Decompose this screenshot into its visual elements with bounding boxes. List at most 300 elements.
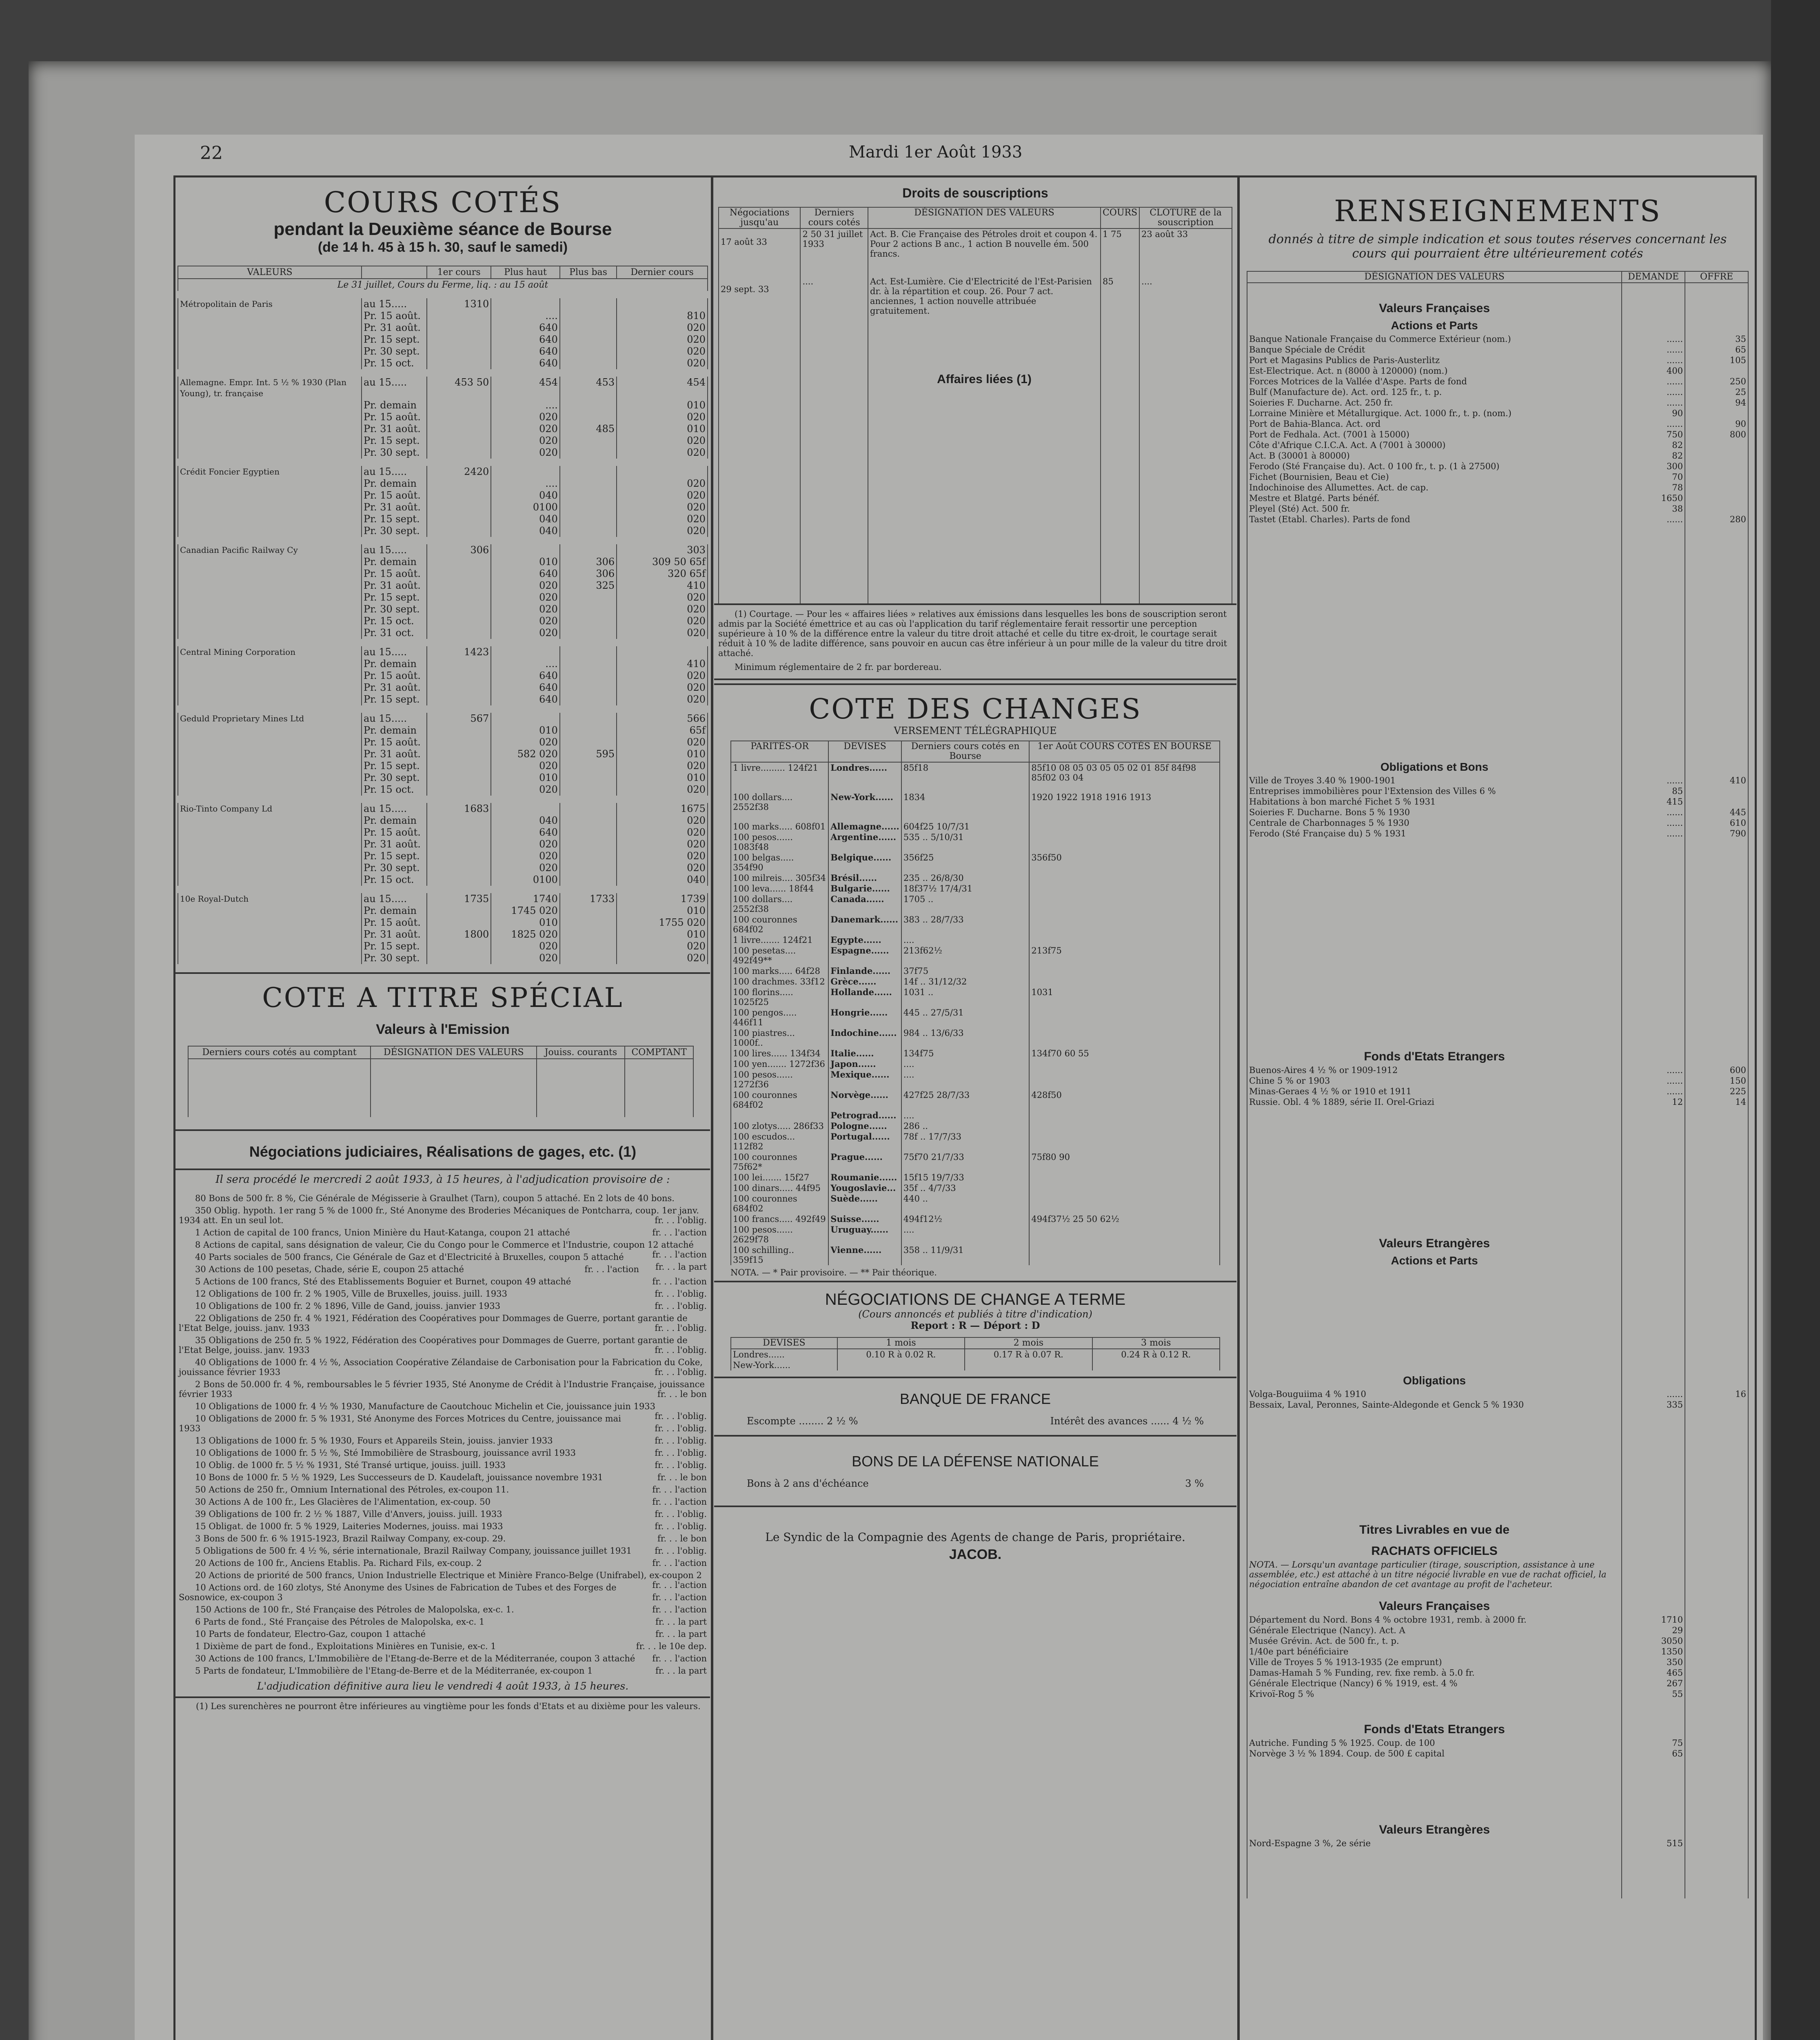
plus-haut: 640 — [491, 322, 560, 334]
item-price: fr. . . l'action — [652, 1485, 707, 1495]
section-row — [1247, 1252, 1748, 1269]
valeur-name — [178, 929, 362, 940]
table-row — [178, 501, 708, 513]
change-par: 100 marks..... 64f28 — [731, 966, 828, 976]
dernier-cours: 020 — [617, 411, 708, 423]
table-row — [178, 513, 708, 525]
change-cur: 356f50 — [1029, 852, 1220, 873]
negociations-list — [179, 1193, 707, 1676]
item-text: 10 Obligations de 1000 fr. 4 ½ % 1930, Manufacture de Caoutchouc Michelin et Cie, jouissance juin 1933 — [195, 1401, 656, 1411]
column-divider — [711, 177, 713, 2040]
premier-cours — [427, 346, 491, 357]
table-row — [719, 228, 1232, 259]
change-par: 100 dollars.... 2552f38 — [731, 792, 828, 812]
change-cur — [1029, 935, 1220, 945]
item-text: 10 Oblig. de 1000 fr. 5 ½ % 1931, Sté Transé urtique, jouiss. juill. 1933 — [195, 1460, 506, 1470]
change-dev: Portugal...... — [828, 1131, 901, 1152]
change-cur — [1029, 1193, 1220, 1214]
premier-cours — [427, 580, 491, 592]
change-dev: Vienne...... — [828, 1245, 901, 1265]
table-row — [731, 1007, 1220, 1028]
droits-cloture: 23 août 33 — [1139, 228, 1232, 259]
change-dev: Pologne...... — [828, 1121, 901, 1131]
table-row — [178, 568, 708, 580]
negociation-item — [179, 1401, 707, 1421]
escompte-value: 2 ½ % — [827, 1415, 858, 1427]
table-row — [178, 295, 708, 310]
table-row — [178, 760, 708, 772]
premier-cours — [427, 940, 491, 952]
term: au 15..... — [362, 295, 427, 310]
plus-haut: 640 — [491, 346, 560, 357]
item-text: 20 Actions de 100 fr., Anciens Etablis. Pa. Richard Fils, ex-coup. 2 — [195, 1558, 482, 1568]
change-cur: 134f70 60 55 — [1029, 1048, 1220, 1059]
spacer-row — [719, 259, 1232, 276]
plus-haut — [491, 799, 560, 815]
table-row — [1247, 1748, 1748, 1759]
change-last: 358 .. 11/9/31 — [901, 1245, 1029, 1265]
plus-bas: 306 — [560, 556, 617, 568]
table-row — [178, 541, 708, 556]
demande: 29 — [1622, 1625, 1685, 1636]
demande: 82 — [1622, 450, 1685, 461]
table-row — [178, 748, 708, 760]
valeur-name: Habitations à bon marché Fichet 5 % 1931 — [1247, 796, 1622, 807]
plus-haut: 640 — [491, 568, 560, 580]
valeur-name: Act. B (30001 à 80000) — [1247, 450, 1622, 461]
table-row — [731, 935, 1220, 945]
terme-table — [730, 1337, 1220, 1370]
section-row — [1247, 1368, 1748, 1389]
negociation-item — [179, 1289, 707, 1299]
terme-m2 — [965, 1360, 1092, 1370]
table-row — [1247, 775, 1748, 786]
banque-title: BANQUE DE FRANCE — [899, 1390, 1051, 1407]
change-cur: 75f80 90 — [1029, 1152, 1220, 1172]
dernier-cours: 810 — [617, 310, 708, 322]
table-row — [1247, 1614, 1748, 1625]
item-text: 39 Obligations de 100 fr. 2 ½ % 1887, Ville d'Anvers, jouiss. juill. 1933 — [195, 1509, 502, 1519]
dernier-cours: 020 — [617, 940, 708, 952]
premier-cours — [427, 862, 491, 874]
empty-cell — [1685, 1817, 1748, 1838]
valeur-name — [178, 784, 362, 799]
table-row — [731, 812, 1220, 821]
plus-bas — [560, 917, 617, 929]
dernier-cours: 020 — [617, 952, 708, 964]
table-row — [731, 821, 1220, 832]
plus-bas — [560, 541, 617, 556]
empty-cell — [1622, 1597, 1685, 1614]
item-price: fr. . . la part — [655, 1666, 707, 1676]
change-dev — [828, 783, 901, 792]
dernier-cours: 020 — [617, 478, 708, 490]
item-price: fr. . . l'oblig. — [655, 1546, 707, 1556]
plus-haut — [491, 541, 560, 556]
valeur-name: Soieries F. Ducharne. Act. 250 fr. — [1247, 397, 1622, 408]
section-heading: Valeurs Etrangères — [1247, 1231, 1622, 1252]
column-header: Dernier cours — [617, 266, 708, 279]
offre — [1685, 472, 1748, 482]
table-row — [1247, 419, 1748, 429]
item-price: fr. . . l'oblig. — [655, 1436, 707, 1446]
offre — [1685, 796, 1748, 807]
empty-cell — [1685, 1716, 1748, 1738]
change-dev: Indochine...... — [828, 1028, 901, 1048]
change-last: 356f25 — [901, 852, 1029, 873]
premier-cours — [427, 447, 491, 462]
valeur-name: Mestre et Blatgé. Parts bénéf. — [1247, 493, 1622, 503]
valeur-name — [178, 658, 362, 670]
offre: 65 — [1685, 344, 1748, 355]
valeur-name — [178, 334, 362, 346]
section-row — [1247, 283, 1748, 317]
table-row — [178, 627, 708, 643]
plus-haut: 020 — [491, 411, 560, 423]
change-par: 100 escudos... 112f82 — [731, 1131, 828, 1152]
change-last: .... — [901, 1224, 1029, 1245]
table-row — [731, 1193, 1220, 1214]
term: Pr. 15 oct. — [362, 784, 427, 799]
table-row — [731, 1028, 1220, 1048]
table-row — [731, 1172, 1220, 1183]
demande: 1710 — [1622, 1614, 1685, 1625]
table-row — [731, 873, 1220, 883]
dernier-cours: 020 — [617, 694, 708, 709]
dernier-cours: 410 — [617, 658, 708, 670]
offre: 35 — [1685, 334, 1748, 344]
change-dev: Norvège...... — [828, 1090, 901, 1110]
item-price: fr. . . l'oblig. — [655, 1448, 707, 1458]
item-price: fr. . . l'action — [652, 1228, 707, 1237]
empty-cell — [1685, 754, 1748, 775]
demande: 3050 — [1622, 1636, 1685, 1646]
plus-bas — [560, 435, 617, 447]
section-row — [1247, 317, 1748, 334]
section-heading: Valeurs Etrangères — [1247, 1817, 1622, 1838]
table-row — [731, 852, 1220, 873]
table-row — [178, 346, 708, 357]
offre: 90 — [1685, 419, 1748, 429]
dernier-cours: 010 — [617, 929, 708, 940]
change-dev: Uruguay...... — [828, 1224, 901, 1245]
table-row — [178, 592, 708, 603]
valeur-name — [178, 411, 362, 423]
table-row — [178, 478, 708, 490]
change-last: 35f .. 4/7/33 — [901, 1183, 1029, 1193]
negociation-item — [179, 1617, 707, 1627]
change-dev: Londres...... — [828, 762, 901, 783]
premier-cours — [427, 838, 491, 850]
demande: 267 — [1622, 1678, 1685, 1689]
table-row — [178, 682, 708, 694]
valeur-name — [178, 580, 362, 592]
table-row — [1247, 1625, 1748, 1636]
item-text: 12 Obligations de 100 fr. 2 % 1905, Ville de Bruxelles, jouiss. juill. 1933 — [195, 1289, 507, 1299]
change-dev: New-York...... — [828, 792, 901, 812]
change-par: 100 marks..... 608f01 — [731, 821, 828, 832]
terme-title: NÉGOCIATIONS DE CHANGE A TERME — [825, 1291, 1126, 1308]
change-cur — [1029, 1069, 1220, 1090]
change-cur — [1029, 1183, 1220, 1193]
table-row — [731, 1131, 1220, 1152]
premier-cours — [427, 568, 491, 580]
item-text: 10 Actions ord. de 160 zlotys, Sté Anonyme des Usines de Fabrication de Tubes et des Forges de Sosnowice, ex-coupon 3 — [179, 1583, 617, 1602]
negociation-item — [179, 1629, 707, 1639]
item-price: fr. . . l'oblig. — [655, 1424, 707, 1433]
valeur-name — [178, 568, 362, 580]
table-row — [1247, 429, 1748, 440]
valeur-name — [178, 399, 362, 411]
negociation-item — [179, 1379, 707, 1399]
plus-bas — [560, 501, 617, 513]
change-last: .... — [901, 1069, 1029, 1090]
valeur-name: Nord-Espagne 3 %, 2e série — [1247, 1838, 1622, 1849]
droits-date: 29 sept. 33 — [719, 276, 800, 316]
change-dev: Belgique...... — [828, 852, 901, 873]
item-text: 10 Parts de fondateur, Electro-Gaz, coupon 1 attaché — [195, 1629, 426, 1639]
plus-bas — [560, 658, 617, 670]
table-row — [1247, 1389, 1748, 1399]
table-row — [1247, 334, 1748, 344]
change-last: 494f12½ — [901, 1214, 1029, 1224]
empty-cell — [1622, 1817, 1685, 1838]
section-row — [1247, 1517, 1748, 1538]
item-text: 35 Obligations de 250 fr. 5 % 1922, Fédération des Coopératives pour Dommages de Guerre, portant garantie de l'Etat Belge, jouiss. janv. 1933 — [179, 1335, 688, 1355]
table-row — [1247, 450, 1748, 461]
premier-cours — [427, 525, 491, 541]
negociation-item — [179, 1448, 707, 1458]
premier-cours: 1310 — [427, 295, 491, 310]
valeur-name: Damas-Hamah 5 % Funding, rev. fixe remb. à 5.0 fr. — [1247, 1667, 1622, 1678]
premier-cours — [427, 670, 491, 682]
terme-subtitle: (Cours annoncés et publiés à titre d'indication) — [858, 1308, 1092, 1320]
change-last: 15f15 19/7/33 — [901, 1172, 1029, 1183]
dernier-cours: 010 — [617, 748, 708, 760]
change-dev: Mexique...... — [828, 1069, 901, 1090]
item-text: 1 Action de capital de 100 francs, Union Minière du Haut-Katanga, coupon 21 attaché — [195, 1228, 570, 1237]
table-row — [1247, 828, 1748, 839]
plus-bas — [560, 682, 617, 694]
table-row — [731, 966, 1220, 976]
plus-haut: 020 — [491, 423, 560, 435]
negociation-item — [179, 1558, 707, 1568]
valeur-name: Pleyel (Sté) Act. 500 fr. — [1247, 503, 1622, 514]
offre — [1685, 450, 1748, 461]
negociation-item — [179, 1521, 707, 1531]
negociation-item — [179, 1228, 707, 1237]
valeur-name — [178, 603, 362, 615]
item-text: 30 Actions de 100 francs, L'Immobilière de l'Etang-de-Berre et de la Méditerranée, coupon 3 attaché — [195, 1654, 635, 1663]
negociation-item — [179, 1277, 707, 1286]
plus-bas — [560, 784, 617, 799]
change-par: 100 couronnes 684f02 — [731, 1090, 828, 1110]
change-par: 100 pengos..... 446f11 — [731, 1007, 828, 1028]
item-price: fr. . . l'oblig. — [655, 1460, 707, 1470]
column-right — [1241, 177, 1755, 2040]
change-cur — [1029, 1245, 1220, 1265]
change-dev: Japon...... — [828, 1059, 901, 1069]
offre — [1685, 461, 1748, 472]
change-dev: Canada...... — [828, 894, 901, 914]
empty-cell — [1685, 1044, 1748, 1065]
table-row — [1247, 1097, 1748, 1107]
renseignements-title: RENSEIGNEMENTS — [1334, 194, 1661, 228]
term: Pr. 15 oct. — [362, 874, 427, 889]
column-header: Plus haut — [491, 266, 560, 279]
syndic-name: JACOB. — [949, 1547, 1002, 1562]
negociation-item — [179, 1666, 707, 1676]
table-row — [178, 799, 708, 815]
syndic-line: Le Syndic de la Compagnie des Agents de change de Paris, propriétaire. — [765, 1530, 1185, 1544]
valeur-name: Allemagne. Empr. Int. 5 ½ % 1930 (Plan Young), tr. française — [178, 373, 362, 399]
table-row — [1247, 818, 1748, 828]
change-cur — [1029, 966, 1220, 976]
valeur-name — [178, 815, 362, 827]
table-row — [1247, 376, 1748, 387]
valeur-name: Volga-Bouguiima 4 % 1910 — [1247, 1389, 1622, 1399]
table-row — [1247, 1086, 1748, 1097]
table-row — [178, 322, 708, 334]
droits-cours: 85 — [1101, 276, 1139, 316]
plus-haut: 040 — [491, 525, 560, 541]
item-price: fr. . . l'action — [652, 1250, 707, 1259]
change-cur — [1029, 1007, 1220, 1028]
section-row — [1247, 1597, 1748, 1614]
item-price: fr. . . l'action — [652, 1592, 707, 1602]
changes-table — [730, 741, 1220, 1265]
offre — [1685, 1614, 1748, 1625]
term: Pr. 15 août. — [362, 310, 427, 322]
valeur-name: Entreprises immobilières pour l'Extension des Villes 6 % — [1247, 786, 1622, 796]
table-row — [731, 883, 1220, 894]
term: au 15..... — [362, 541, 427, 556]
table-row — [731, 894, 1220, 914]
empty-cell — [1622, 1368, 1685, 1389]
offre: 94 — [1685, 397, 1748, 408]
change-par: 100 pesos...... 1272f36 — [731, 1069, 828, 1090]
note-row — [178, 279, 708, 295]
change-dev: Suède...... — [828, 1193, 901, 1214]
valeur-name: Banque Nationale Française du Commerce Extérieur (nom.) — [1247, 334, 1622, 344]
demande: 90 — [1622, 408, 1685, 419]
column-header: 2 mois — [965, 1337, 1092, 1349]
dernier-cours: 040 — [617, 874, 708, 889]
demande: 300 — [1622, 461, 1685, 472]
dernier-cours: 020 — [617, 501, 708, 513]
section-row — [1247, 1716, 1748, 1738]
term: Pr. 31 août. — [362, 838, 427, 850]
change-par: 100 schilling.. 359f15 — [731, 1245, 828, 1265]
valeur-name: Musée Grévin. Act. de 500 fr., t. p. — [1247, 1636, 1622, 1646]
change-cur — [1029, 883, 1220, 894]
plus-haut: 640 — [491, 334, 560, 346]
demande: 465 — [1622, 1667, 1685, 1678]
droits-last: .... — [800, 276, 868, 316]
item-price: fr. . . le bon — [657, 1534, 707, 1543]
change-dev: Italie...... — [828, 1048, 901, 1059]
premier-cours — [427, 478, 491, 490]
demande: 65 — [1622, 1748, 1685, 1759]
term: Pr. 30 sept. — [362, 862, 427, 874]
dernier-cours: 020 — [617, 838, 708, 850]
valeur-name — [178, 736, 362, 748]
premier-cours — [427, 760, 491, 772]
interet-label: Intérêt des avances — [1050, 1415, 1148, 1427]
item-text: 80 Bons de 500 fr. 8 %, Cie Générale de Mégisserie à Graulhet (Tarn), coupon 5 attaché. En 2 lots de 40 bons. — [195, 1193, 675, 1203]
change-cur — [1029, 1224, 1220, 1245]
plus-haut: 010 — [491, 917, 560, 929]
valeur-name — [178, 850, 362, 862]
spacer-row — [1247, 1849, 1748, 1898]
table-row — [731, 976, 1220, 987]
term: Pr. 15 sept. — [362, 513, 427, 525]
plus-bas — [560, 399, 617, 411]
column-header: 1 mois — [837, 1337, 965, 1349]
empty-cell — [1622, 317, 1685, 334]
valeur-name — [178, 513, 362, 525]
plus-bas — [560, 736, 617, 748]
valeur-name — [178, 827, 362, 838]
valeur-name: Générale Electrique (Nancy) 6 % 1919, est. 4 % — [1247, 1678, 1622, 1689]
negociation-item — [179, 1497, 707, 1507]
column-header: DÉSIGNATION DES VALEURS — [1247, 271, 1622, 283]
interet-value: 4 ½ % — [1172, 1415, 1204, 1427]
table-row — [1247, 1075, 1748, 1086]
item-text: 10 Obligations de 1000 fr. 5 ½ %, Sté Immobilière de Strasbourg, jouissance avril 1933 — [195, 1448, 576, 1458]
titres-nota: NOTA. — Lorsqu'un avantage particulier (tirage, souscription, assistance à une assemblée, etc.) est attaché à un titre négocié livrable en vue de rachat officiel, la négociation entraîne abandon de cet avantage au profit de l'acheteur. — [1247, 1559, 1622, 1597]
table-row — [731, 1214, 1220, 1224]
table-row — [1247, 786, 1748, 796]
table-row — [178, 334, 708, 346]
table-row — [178, 889, 708, 905]
item-text: 150 Actions de 100 fr., Sté Française des Pétroles de Malopolska, ex-c. 1. — [195, 1605, 514, 1614]
column-header: CLOTURE de la souscription — [1139, 207, 1232, 228]
dernier-cours: 020 — [617, 592, 708, 603]
bons-title: BONS DE LA DÉFENSE NATIONALE — [852, 1453, 1099, 1470]
plus-bas — [560, 334, 617, 346]
offre: 25 — [1685, 387, 1748, 397]
valeur-name — [178, 725, 362, 736]
column-header: DEMANDE — [1622, 271, 1685, 283]
demande: ...... — [1622, 1075, 1685, 1086]
change-last: 85f18 — [901, 762, 1029, 783]
premier-cours — [427, 334, 491, 346]
table-row — [731, 1059, 1220, 1069]
item-price: fr. . . l'oblig. — [655, 1521, 707, 1531]
premier-cours: 1735 — [427, 889, 491, 905]
item-text: 30 Actions A de 100 fr., Les Glacières de l'Alimentation, ex-coup. 50 — [195, 1497, 491, 1507]
valeur-name: Tastet (Etabl. Charles). Parts de fond — [1247, 514, 1622, 525]
negociation-item — [179, 1583, 707, 1602]
plus-bas: 453 — [560, 373, 617, 399]
plus-haut: 1825 020 — [491, 929, 560, 940]
table-row — [178, 658, 708, 670]
negociation-item — [179, 1472, 707, 1482]
column-header: Derniers cours cotés au comptant — [188, 1046, 371, 1059]
section-heading: Obligations — [1247, 1368, 1622, 1389]
change-cur: 213f75 — [1029, 945, 1220, 966]
table-row — [178, 490, 708, 501]
item-text: 1 Dixième de part de fond., Exploitations Minières en Tunisie, ex-c. 1 — [195, 1641, 496, 1651]
change-last: 14f .. 31/12/32 — [901, 976, 1029, 987]
valeur-name: Central Mining Corporation — [178, 643, 362, 658]
item-text: 30 Actions de 100 pesetas, Chade, série E, coupon 25 attaché — [195, 1264, 464, 1274]
dernier-cours: 020 — [617, 736, 708, 748]
plus-bas — [560, 862, 617, 874]
valeur-name: Canadian Pacific Railway Cy — [178, 541, 362, 556]
plus-bas — [560, 838, 617, 850]
